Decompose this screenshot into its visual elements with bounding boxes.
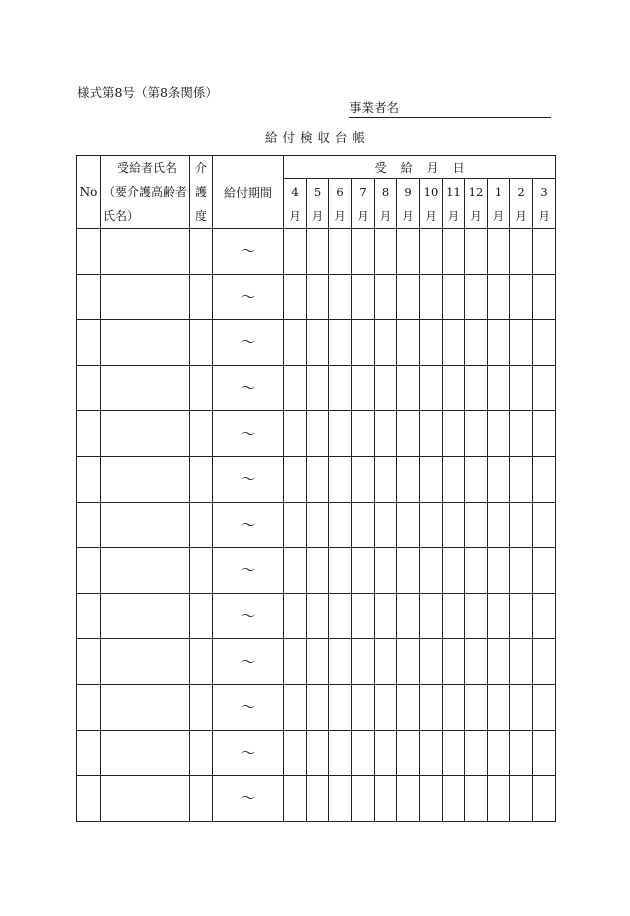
period-tilde: ～ xyxy=(241,289,255,306)
row-month-cell[interactable] xyxy=(533,320,556,366)
row-month-cell[interactable] xyxy=(284,365,307,411)
row-month-cell[interactable] xyxy=(284,320,307,366)
row-care-cell[interactable] xyxy=(190,548,213,594)
month-header xyxy=(307,179,329,229)
row-month-cell[interactable] xyxy=(533,593,556,639)
row-period-cell[interactable] xyxy=(213,456,284,502)
row-month-cell[interactable] xyxy=(352,639,375,685)
header-care-level xyxy=(190,156,213,229)
period-tilde: ～ xyxy=(241,654,255,671)
row-month-cell[interactable] xyxy=(510,730,533,776)
row-month-cell[interactable] xyxy=(510,502,533,548)
row-no-cell[interactable] xyxy=(77,411,101,457)
row-month-cell[interactable] xyxy=(488,456,510,502)
row-period-cell[interactable] xyxy=(213,320,284,366)
row-month-cell[interactable] xyxy=(329,411,352,457)
row-name-cell[interactable] xyxy=(101,229,190,275)
row-month-cell[interactable] xyxy=(284,639,307,685)
row-name-cell[interactable] xyxy=(101,502,190,548)
row-period-cell[interactable] xyxy=(213,229,284,275)
row-care-cell[interactable] xyxy=(190,730,213,776)
row-month-cell[interactable] xyxy=(533,229,556,275)
row-month-cell[interactable] xyxy=(307,365,329,411)
month-unit: 月 xyxy=(492,208,505,223)
row-month-cell[interactable] xyxy=(533,684,556,730)
row-no-cell[interactable] xyxy=(77,684,101,730)
month-unit: 月 xyxy=(379,208,392,223)
row-month-cell[interactable] xyxy=(443,456,465,502)
month-header xyxy=(465,179,488,229)
row-period-cell[interactable] xyxy=(213,365,284,411)
operator-name-field[interactable] xyxy=(349,98,551,118)
row-month-cell[interactable] xyxy=(329,365,352,411)
table-row xyxy=(77,593,556,639)
month-unit: 月 xyxy=(357,208,369,223)
row-month-cell[interactable] xyxy=(329,229,352,275)
row-month-cell[interactable] xyxy=(443,365,465,411)
row-name-cell[interactable] xyxy=(101,776,190,822)
month-number: 9 xyxy=(404,184,412,199)
row-month-cell[interactable] xyxy=(465,274,488,320)
table-row xyxy=(77,320,556,366)
period-tilde: ～ xyxy=(241,517,255,534)
period-tilde: ～ xyxy=(241,381,255,398)
row-month-cell[interactable] xyxy=(510,411,533,457)
row-month-cell[interactable] xyxy=(465,593,488,639)
ledger-body xyxy=(77,229,556,822)
period-tilde: ～ xyxy=(241,244,255,261)
month-unit: 月 xyxy=(447,208,460,223)
row-month-cell[interactable] xyxy=(533,365,556,411)
row-month-cell[interactable] xyxy=(488,229,510,275)
row-period-cell[interactable] xyxy=(213,639,284,685)
row-month-cell[interactable] xyxy=(420,684,443,730)
table-row xyxy=(77,411,556,457)
row-month-cell[interactable] xyxy=(397,730,420,776)
row-month-cell[interactable] xyxy=(420,411,443,457)
table-row xyxy=(77,456,556,502)
row-month-cell[interactable] xyxy=(397,776,420,822)
table-row xyxy=(77,274,556,320)
page-title: 給付検収台帳 xyxy=(264,130,370,145)
row-name-cell[interactable] xyxy=(101,274,190,320)
month-number: 8 xyxy=(381,184,390,199)
row-period-cell[interactable] xyxy=(213,548,284,594)
row-name-cell[interactable] xyxy=(101,639,190,685)
row-no-cell[interactable] xyxy=(77,730,101,776)
row-name-cell[interactable] xyxy=(101,320,190,366)
row-month-cell[interactable] xyxy=(352,411,375,457)
row-month-cell[interactable] xyxy=(488,730,510,776)
header-no: No xyxy=(77,156,101,229)
row-month-cell[interactable] xyxy=(443,639,465,685)
row-month-cell[interactable] xyxy=(397,593,420,639)
row-month-cell[interactable] xyxy=(510,456,533,502)
header-recipient-name-line3: 氏名） xyxy=(103,209,140,223)
table-row xyxy=(77,776,556,822)
row-month-cell[interactable] xyxy=(420,730,443,776)
month-header xyxy=(284,179,307,229)
row-month-cell[interactable] xyxy=(443,229,465,275)
row-month-cell[interactable] xyxy=(465,639,488,685)
month-header xyxy=(420,179,443,229)
row-month-cell[interactable] xyxy=(510,639,533,685)
row-name-cell[interactable] xyxy=(101,593,190,639)
row-month-cell[interactable] xyxy=(352,684,375,730)
row-care-cell[interactable] xyxy=(190,274,213,320)
row-month-cell[interactable] xyxy=(352,365,375,411)
header-recipient-name-line2: （要介護高齢者 xyxy=(103,185,188,199)
row-month-cell[interactable] xyxy=(465,730,488,776)
row-month-cell[interactable] xyxy=(397,365,420,411)
row-month-cell[interactable] xyxy=(375,639,397,685)
row-month-cell[interactable] xyxy=(352,320,375,366)
row-month-cell[interactable] xyxy=(420,274,443,320)
period-tilde: ～ xyxy=(241,472,255,489)
row-month-cell[interactable] xyxy=(465,320,488,366)
header-recipient-name-line1: 受給者氏名 xyxy=(117,161,178,175)
row-month-cell[interactable] xyxy=(420,365,443,411)
row-month-cell[interactable] xyxy=(465,229,488,275)
month-unit: 月 xyxy=(470,208,482,223)
row-month-cell[interactable] xyxy=(420,229,443,275)
row-name-cell[interactable] xyxy=(101,456,190,502)
row-care-cell[interactable] xyxy=(190,684,213,730)
row-month-cell[interactable] xyxy=(420,593,443,639)
row-month-cell[interactable] xyxy=(307,502,329,548)
row-month-cell[interactable] xyxy=(443,502,465,548)
period-tilde: ～ xyxy=(241,609,255,626)
row-month-cell[interactable] xyxy=(420,320,443,366)
row-month-cell[interactable] xyxy=(307,684,329,730)
month-number: 7 xyxy=(359,184,367,199)
row-period-cell[interactable] xyxy=(213,274,284,320)
row-month-cell[interactable] xyxy=(284,776,307,822)
row-month-cell[interactable] xyxy=(510,365,533,411)
row-month-cell[interactable] xyxy=(533,730,556,776)
row-month-cell[interactable] xyxy=(488,320,510,366)
month-number: 6 xyxy=(336,184,344,199)
row-month-cell[interactable] xyxy=(284,548,307,594)
row-month-cell[interactable] xyxy=(488,502,510,548)
row-month-cell[interactable] xyxy=(375,684,397,730)
month-number: 12 xyxy=(468,184,484,199)
row-month-cell[interactable] xyxy=(375,274,397,320)
month-header xyxy=(510,179,533,229)
month-unit: 月 xyxy=(311,208,324,223)
row-month-cell[interactable] xyxy=(307,274,329,320)
row-month-cell[interactable] xyxy=(465,411,488,457)
row-month-cell[interactable] xyxy=(329,502,352,548)
row-month-cell[interactable] xyxy=(284,411,307,457)
row-no-cell[interactable] xyxy=(77,776,101,822)
row-period-cell[interactable] xyxy=(213,593,284,639)
month-number: 5 xyxy=(313,184,322,199)
table-row xyxy=(77,639,556,685)
table-row xyxy=(77,730,556,776)
row-month-cell[interactable] xyxy=(329,320,352,366)
row-period-cell[interactable] xyxy=(213,730,284,776)
header-recipient-name xyxy=(101,156,190,229)
row-month-cell[interactable] xyxy=(352,730,375,776)
row-period-cell[interactable] xyxy=(213,684,284,730)
row-month-cell[interactable] xyxy=(465,548,488,594)
row-month-cell[interactable] xyxy=(352,274,375,320)
month-unit: 月 xyxy=(538,208,550,223)
period-tilde: ～ xyxy=(241,745,255,762)
month-unit: 月 xyxy=(334,208,346,223)
month-number: 4 xyxy=(291,184,299,199)
header-care-line2: 護 xyxy=(194,185,207,199)
row-name-cell[interactable] xyxy=(101,365,190,411)
row-month-cell[interactable] xyxy=(510,274,533,320)
month-number: 2 xyxy=(517,184,525,199)
row-month-cell[interactable] xyxy=(465,365,488,411)
row-month-cell[interactable] xyxy=(284,456,307,502)
operator-name-label: 事業者名 xyxy=(349,100,400,115)
row-month-cell[interactable] xyxy=(284,229,307,275)
row-month-cell[interactable] xyxy=(533,502,556,548)
row-month-cell[interactable] xyxy=(443,684,465,730)
month-header xyxy=(352,179,375,229)
row-name-cell[interactable] xyxy=(101,411,190,457)
row-month-cell[interactable] xyxy=(488,548,510,594)
row-name-cell[interactable] xyxy=(101,684,190,730)
row-month-cell[interactable] xyxy=(329,776,352,822)
row-month-cell[interactable] xyxy=(443,274,465,320)
header-care-line3: 度 xyxy=(194,209,207,223)
month-unit: 月 xyxy=(289,208,301,223)
row-month-cell[interactable] xyxy=(488,639,510,685)
month-header xyxy=(488,179,510,229)
row-care-cell[interactable] xyxy=(190,776,213,822)
row-month-cell[interactable] xyxy=(307,229,329,275)
row-month-cell[interactable] xyxy=(284,730,307,776)
row-month-cell[interactable] xyxy=(488,776,510,822)
form-number: 様式第8号（第8条関係） xyxy=(77,85,218,100)
row-month-cell[interactable] xyxy=(375,548,397,594)
row-month-cell[interactable] xyxy=(397,320,420,366)
row-month-cell[interactable] xyxy=(488,593,510,639)
month-header xyxy=(443,179,465,229)
row-care-cell[interactable] xyxy=(190,411,213,457)
row-month-cell[interactable] xyxy=(420,456,443,502)
row-month-cell[interactable] xyxy=(307,548,329,594)
row-no-cell[interactable] xyxy=(77,548,101,594)
row-month-cell[interactable] xyxy=(533,411,556,457)
month-number: 1 xyxy=(494,184,503,199)
row-month-cell[interactable] xyxy=(375,456,397,502)
row-month-cell[interactable] xyxy=(510,593,533,639)
period-tilde: ～ xyxy=(241,791,255,808)
row-month-cell[interactable] xyxy=(510,320,533,366)
header-period: 給付期間 xyxy=(213,156,284,229)
row-care-cell[interactable] xyxy=(190,365,213,411)
row-month-cell[interactable] xyxy=(533,456,556,502)
row-period-cell[interactable] xyxy=(213,411,284,457)
row-month-cell[interactable] xyxy=(329,730,352,776)
row-month-cell[interactable] xyxy=(533,274,556,320)
row-care-cell[interactable] xyxy=(190,502,213,548)
row-month-cell[interactable] xyxy=(465,684,488,730)
table-row xyxy=(77,502,556,548)
row-month-cell[interactable] xyxy=(284,502,307,548)
row-month-cell[interactable] xyxy=(420,639,443,685)
month-unit: 月 xyxy=(515,208,527,223)
row-month-cell[interactable] xyxy=(443,776,465,822)
row-month-cell[interactable] xyxy=(375,320,397,366)
row-month-cell[interactable] xyxy=(397,684,420,730)
month-header xyxy=(375,179,397,229)
table-row xyxy=(77,548,556,594)
row-care-cell[interactable] xyxy=(190,639,213,685)
row-month-cell[interactable] xyxy=(307,456,329,502)
row-month-cell[interactable] xyxy=(397,502,420,548)
month-number: 11 xyxy=(446,184,461,199)
row-care-cell[interactable] xyxy=(190,593,213,639)
row-month-cell[interactable] xyxy=(420,776,443,822)
row-month-cell[interactable] xyxy=(510,229,533,275)
header-received-date: 受給月日 xyxy=(284,156,556,179)
row-no-cell[interactable] xyxy=(77,365,101,411)
month-header xyxy=(533,179,556,229)
row-name-cell[interactable] xyxy=(101,730,190,776)
month-header xyxy=(329,179,352,229)
row-month-cell[interactable] xyxy=(307,776,329,822)
row-month-cell[interactable] xyxy=(488,411,510,457)
row-care-cell[interactable] xyxy=(190,456,213,502)
row-month-cell[interactable] xyxy=(510,684,533,730)
row-month-cell[interactable] xyxy=(307,593,329,639)
row-month-cell[interactable] xyxy=(329,548,352,594)
row-month-cell[interactable] xyxy=(443,548,465,594)
row-no-cell[interactable] xyxy=(77,320,101,366)
row-month-cell[interactable] xyxy=(352,229,375,275)
row-month-cell[interactable] xyxy=(488,274,510,320)
row-care-cell[interactable] xyxy=(190,229,213,275)
row-month-cell[interactable] xyxy=(284,684,307,730)
table-row xyxy=(77,684,556,730)
ledger-table xyxy=(76,155,556,822)
row-month-cell[interactable] xyxy=(397,548,420,594)
row-month-cell[interactable] xyxy=(352,502,375,548)
row-month-cell[interactable] xyxy=(465,776,488,822)
row-month-cell[interactable] xyxy=(443,730,465,776)
row-month-cell[interactable] xyxy=(533,776,556,822)
row-month-cell[interactable] xyxy=(488,684,510,730)
row-period-cell[interactable] xyxy=(213,776,284,822)
row-month-cell[interactable] xyxy=(510,776,533,822)
row-month-cell[interactable] xyxy=(397,639,420,685)
row-month-cell[interactable] xyxy=(375,365,397,411)
row-month-cell[interactable] xyxy=(329,684,352,730)
row-month-cell[interactable] xyxy=(307,639,329,685)
row-month-cell[interactable] xyxy=(352,456,375,502)
row-month-cell[interactable] xyxy=(375,593,397,639)
period-tilde: ～ xyxy=(241,700,255,717)
row-month-cell[interactable] xyxy=(465,456,488,502)
row-no-cell[interactable] xyxy=(77,593,101,639)
row-month-cell[interactable] xyxy=(352,593,375,639)
month-unit: 月 xyxy=(402,208,414,223)
row-month-cell[interactable] xyxy=(375,730,397,776)
row-month-cell[interactable] xyxy=(329,274,352,320)
period-tilde: ～ xyxy=(241,335,255,352)
row-month-cell[interactable] xyxy=(307,411,329,457)
row-month-cell[interactable] xyxy=(329,639,352,685)
row-no-cell[interactable] xyxy=(77,456,101,502)
table-row xyxy=(77,229,556,275)
row-month-cell[interactable] xyxy=(329,456,352,502)
row-month-cell[interactable] xyxy=(465,502,488,548)
row-month-cell[interactable] xyxy=(443,320,465,366)
table-row xyxy=(77,365,556,411)
row-no-cell[interactable] xyxy=(77,639,101,685)
row-month-cell[interactable] xyxy=(420,548,443,594)
row-month-cell[interactable] xyxy=(307,730,329,776)
header-care-line1: 介 xyxy=(194,161,207,175)
row-month-cell[interactable] xyxy=(352,548,375,594)
row-month-cell[interactable] xyxy=(375,502,397,548)
row-month-cell[interactable] xyxy=(397,274,420,320)
row-period-cell[interactable] xyxy=(213,502,284,548)
month-number: 3 xyxy=(540,184,548,199)
row-month-cell[interactable] xyxy=(375,411,397,457)
row-month-cell[interactable] xyxy=(375,229,397,275)
row-month-cell[interactable] xyxy=(329,593,352,639)
row-month-cell[interactable] xyxy=(284,593,307,639)
row-month-cell[interactable] xyxy=(397,411,420,457)
month-unit: 月 xyxy=(425,208,437,223)
row-month-cell[interactable] xyxy=(397,229,420,275)
row-month-cell[interactable] xyxy=(420,502,443,548)
row-no-cell[interactable] xyxy=(77,502,101,548)
month-number: 10 xyxy=(423,184,439,199)
row-month-cell[interactable] xyxy=(533,639,556,685)
row-no-cell[interactable] xyxy=(77,229,101,275)
row-month-cell[interactable] xyxy=(443,411,465,457)
period-tilde: ～ xyxy=(241,426,255,443)
row-care-cell[interactable] xyxy=(190,320,213,366)
row-month-cell[interactable] xyxy=(488,365,510,411)
period-tilde: ～ xyxy=(241,563,255,580)
row-month-cell[interactable] xyxy=(533,548,556,594)
row-month-cell[interactable] xyxy=(352,776,375,822)
row-month-cell[interactable] xyxy=(284,274,307,320)
row-month-cell[interactable] xyxy=(443,593,465,639)
row-month-cell[interactable] xyxy=(510,548,533,594)
row-month-cell[interactable] xyxy=(307,320,329,366)
row-month-cell[interactable] xyxy=(375,776,397,822)
row-name-cell[interactable] xyxy=(101,548,190,594)
row-month-cell[interactable] xyxy=(397,456,420,502)
month-header xyxy=(397,179,420,229)
row-no-cell[interactable] xyxy=(77,274,101,320)
